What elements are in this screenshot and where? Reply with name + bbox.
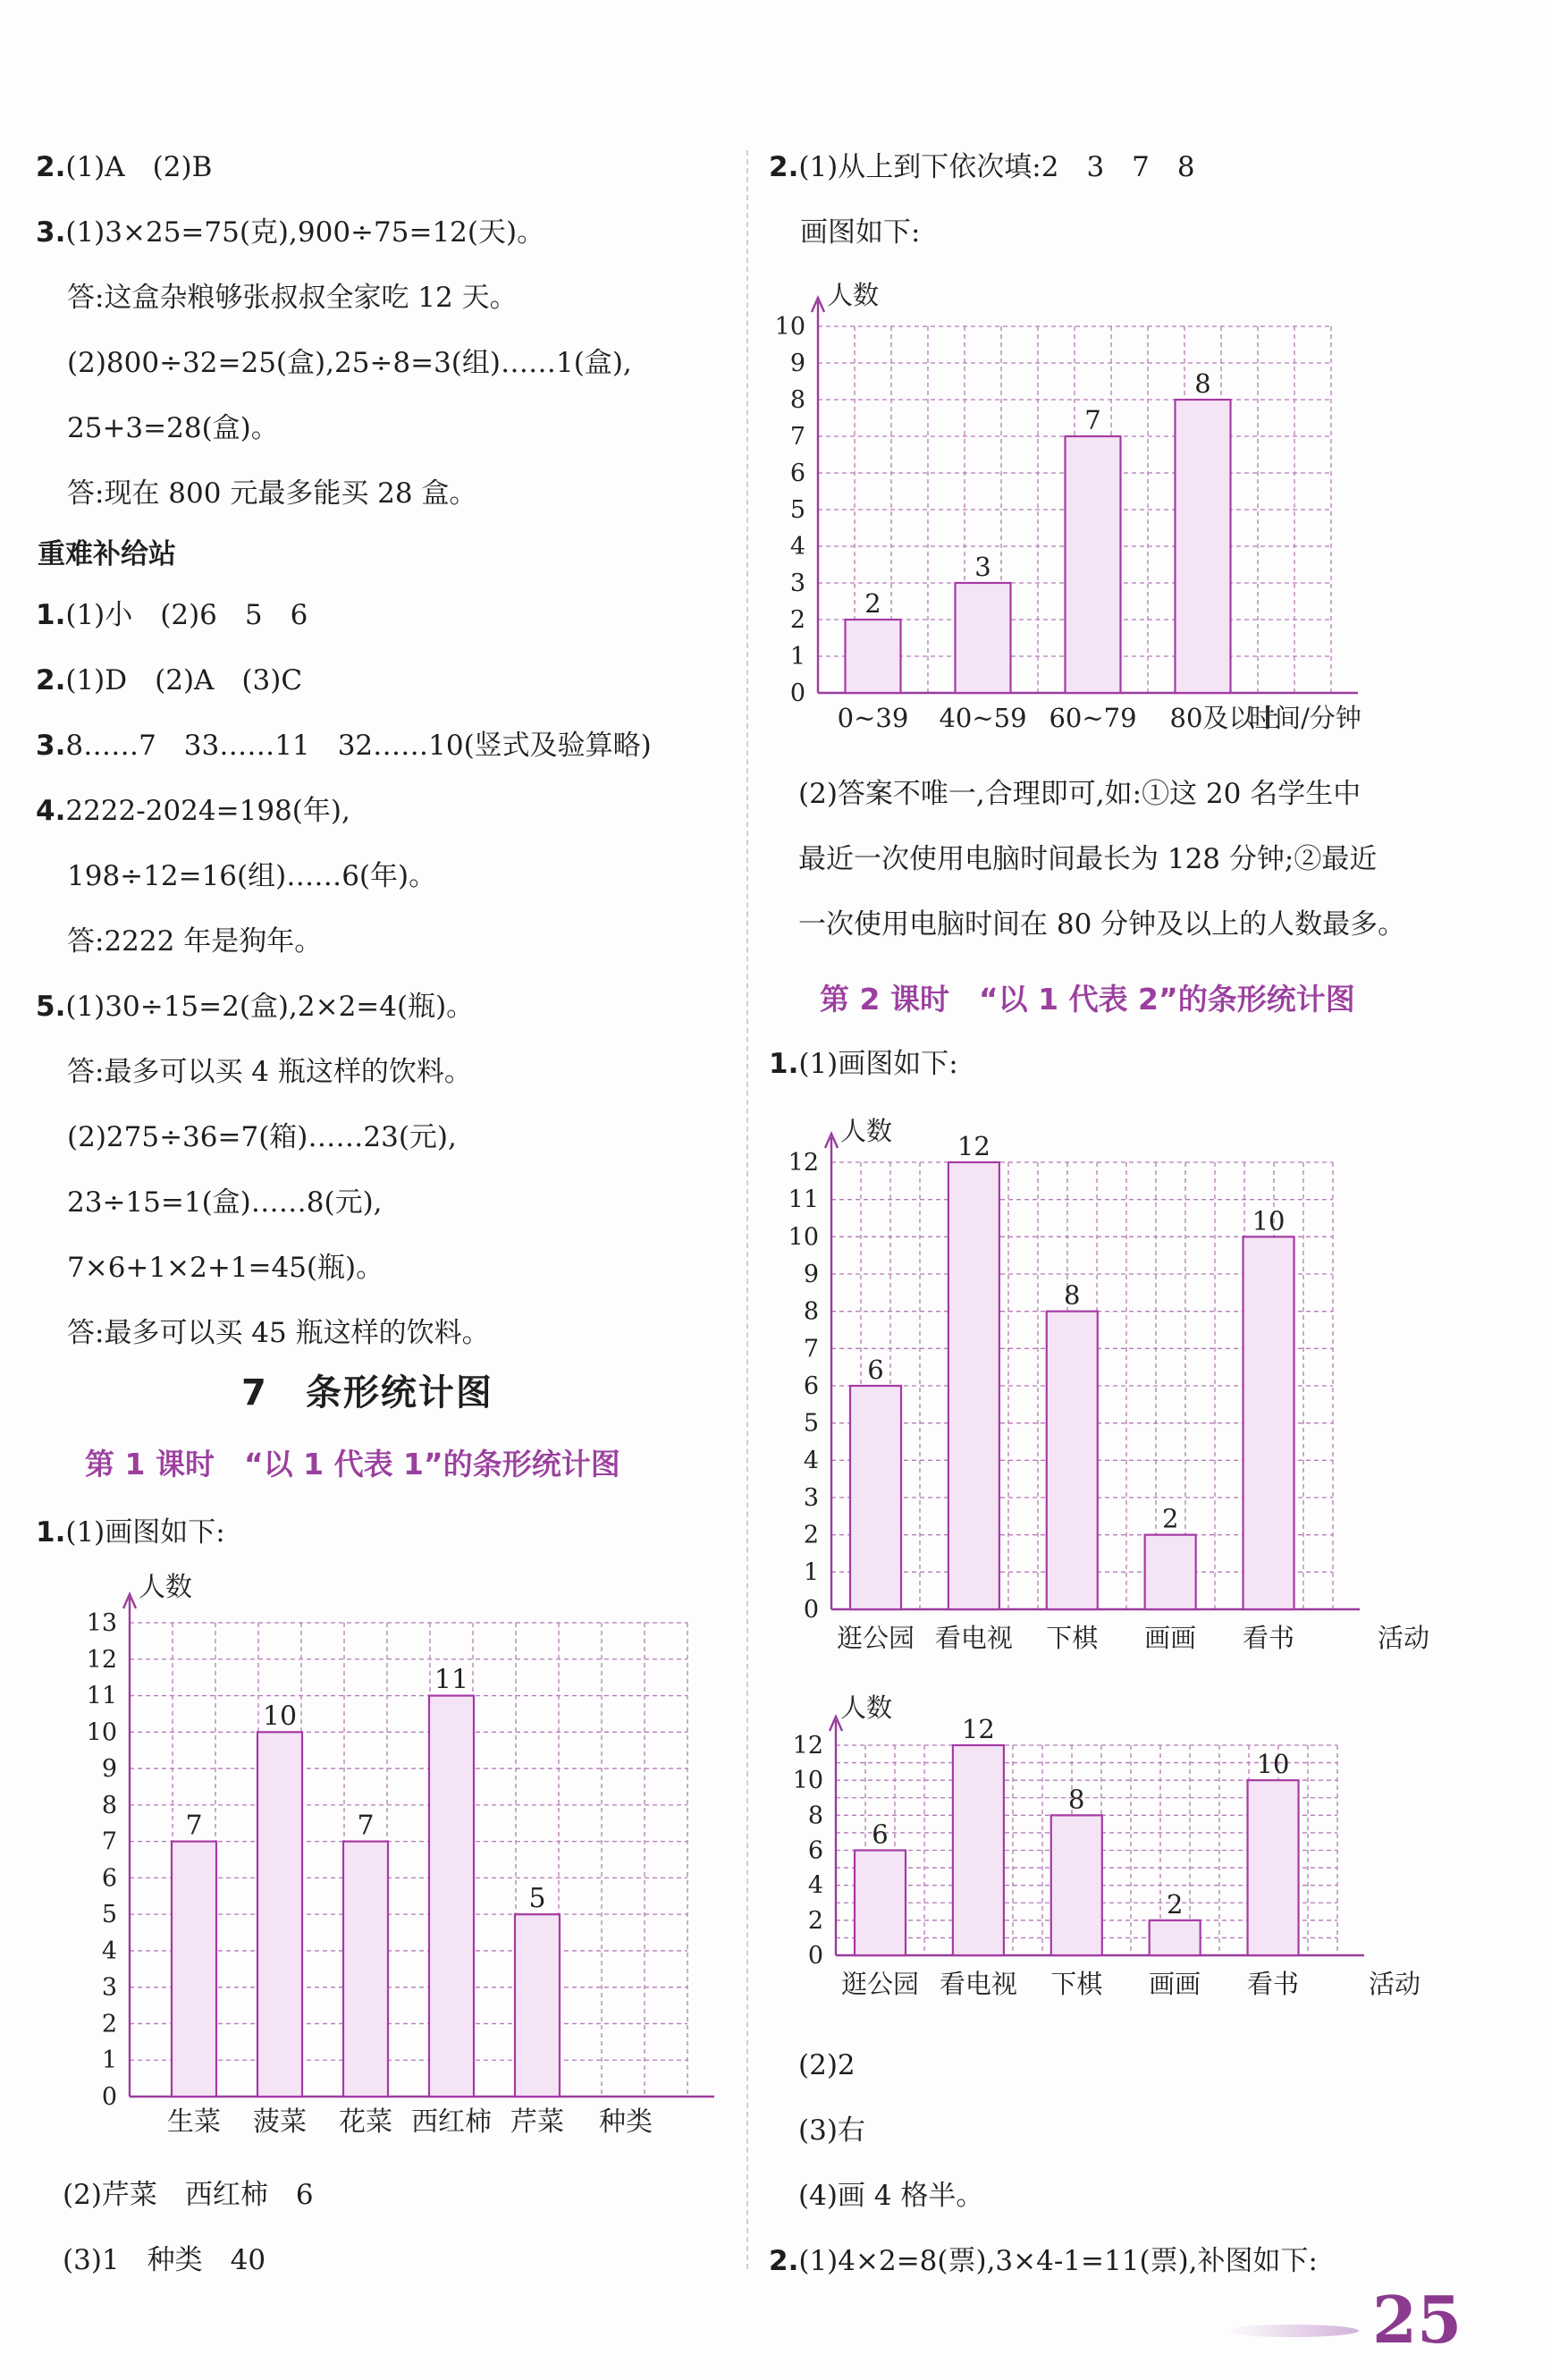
y-tick-label: 8 bbox=[803, 1297, 819, 1326]
y-tick-label: 12 bbox=[86, 1645, 117, 1674]
bar-value-label: 6 bbox=[872, 1819, 889, 1850]
left-line2-6: 答:2222 年是狗年。 bbox=[67, 925, 323, 958]
left-line-1: 2.(1)A (2)B bbox=[36, 151, 213, 183]
y-tick-label: 9 bbox=[789, 350, 805, 377]
y-tick-label: 0 bbox=[803, 1596, 819, 1624]
bar-value-label: 10 bbox=[262, 1701, 298, 1733]
y-tick-label: 11 bbox=[788, 1186, 819, 1214]
y-tick-label: 2 bbox=[789, 606, 805, 634]
y-tick-label: 6 bbox=[101, 1864, 117, 1893]
y-tick-label: 6 bbox=[789, 460, 805, 487]
chart-computer-time bbox=[769, 273, 1448, 747]
bar-value-label: 7 bbox=[1084, 405, 1101, 435]
y-tick-label: 1 bbox=[789, 643, 805, 671]
bar-value-label: 10 bbox=[1252, 1205, 1285, 1236]
x-axis-label: 活动 bbox=[1368, 1969, 1421, 1999]
bar-value-label: 7 bbox=[185, 1810, 203, 1842]
y-tick-label: 3 bbox=[101, 1973, 117, 2002]
chapter-title: 7 条形统计图 bbox=[241, 1372, 493, 1414]
left-line2-8: 答:最多可以买 4 瓶这样的饮料。 bbox=[67, 1056, 472, 1088]
chart-vegetables bbox=[54, 1569, 715, 2155]
decorative-swoosh bbox=[1225, 2325, 1359, 2337]
left-line2-7: 5.(1)30÷15=2(盒),2×2=4(瓶)。 bbox=[36, 991, 475, 1023]
left-line2-1: 1.(1)小 (2)6 5 6 bbox=[36, 599, 308, 631]
lesson-1-title: 第 1 课时 “以 1 代表 1”的条形统计图 bbox=[85, 1447, 620, 1481]
left-line2-2: 2.(1)D (2)A (3)C bbox=[36, 664, 303, 696]
y-axis-label: 人数 bbox=[840, 1692, 893, 1723]
y-tick-label: 6 bbox=[807, 1836, 823, 1865]
left-line-5: 25+3=28(盒)。 bbox=[67, 412, 279, 444]
left-line2-3: 3.8……7 33……11 32……10(竖式及验算略) bbox=[36, 730, 652, 762]
bar bbox=[343, 1842, 388, 2097]
bar-value-label: 3 bbox=[974, 552, 991, 582]
bar-value-label: 8 bbox=[1068, 1784, 1085, 1815]
bar-value-label: 2 bbox=[1166, 1888, 1184, 1920]
category-label: 菠菜 bbox=[253, 2106, 307, 2138]
y-tick-label: 0 bbox=[807, 1942, 823, 1970]
bar-value-label: 6 bbox=[867, 1355, 884, 1385]
bar-value-label: 12 bbox=[957, 1131, 990, 1161]
y-tick-label: 12 bbox=[792, 1732, 823, 1760]
category-label: 花菜 bbox=[339, 2106, 392, 2138]
bar-value-label: 2 bbox=[864, 588, 881, 619]
y-tick-label: 4 bbox=[101, 1937, 117, 1965]
bar bbox=[855, 1851, 906, 1956]
category-label: 生菜 bbox=[167, 2106, 221, 2138]
bar-value-label: 8 bbox=[1064, 1279, 1081, 1311]
right-para-1: (2)答案不唯一,合理即可,如:①这 20 名学生中 bbox=[798, 778, 1361, 810]
y-tick-label: 8 bbox=[789, 386, 805, 414]
left-line2-10: 23÷15=1(盒)……8(元), bbox=[67, 1186, 383, 1219]
bar-value-label: 5 bbox=[528, 1883, 546, 1915]
bar bbox=[1248, 1780, 1299, 1955]
category-label: 逛公园 bbox=[840, 1969, 920, 1999]
y-axis-label: 人数 bbox=[827, 280, 880, 310]
right-q2-line2: 画图如下: bbox=[800, 216, 921, 249]
bar bbox=[1066, 436, 1121, 693]
bar bbox=[846, 620, 901, 693]
bar bbox=[1243, 1236, 1294, 1609]
y-tick-label: 2 bbox=[807, 1906, 823, 1935]
column-divider bbox=[746, 150, 748, 2269]
left-line-4: (2)800÷32=25(盒),25÷8=3(组)……1(盒), bbox=[67, 347, 632, 379]
right-q1: 1.(1)画图如下: bbox=[769, 1048, 958, 1080]
x-axis-label: 时间/分钟 bbox=[1249, 703, 1361, 733]
bar bbox=[515, 1914, 560, 2097]
y-tick-label: 5 bbox=[803, 1409, 819, 1438]
y-tick-label: 5 bbox=[101, 1901, 117, 1929]
x-axis-label: 活动 bbox=[1377, 1623, 1430, 1653]
right-q2-line1: 2.(1)从上到下依次填:2 3 7 8 bbox=[769, 151, 1195, 183]
category-label: 看书 bbox=[1247, 1969, 1300, 1999]
bar bbox=[1150, 1920, 1201, 1955]
y-tick-label: 0 bbox=[789, 679, 805, 707]
y-tick-label: 10 bbox=[788, 1223, 819, 1252]
category-label: 80及以上 bbox=[1169, 703, 1281, 733]
bar bbox=[948, 1162, 999, 1609]
y-tick-label: 11 bbox=[86, 1682, 117, 1710]
y-tick-label: 3 bbox=[789, 570, 805, 597]
bar bbox=[956, 583, 1011, 693]
y-tick-label: 2 bbox=[803, 1521, 819, 1549]
bar bbox=[257, 1732, 302, 2097]
bar-value-label: 12 bbox=[961, 1714, 995, 1744]
bar bbox=[1047, 1312, 1098, 1609]
y-tick-label: 10 bbox=[86, 1718, 117, 1747]
bar-value-label: 10 bbox=[1256, 1749, 1290, 1780]
page-number: 25 bbox=[1372, 2282, 1462, 2358]
lesson-2-title: 第 2 课时 “以 1 代表 2”的条形统计图 bbox=[820, 982, 1355, 1017]
right-para-2: 最近一次使用电脑时间最长为 128 分钟;②最近 bbox=[798, 843, 1378, 875]
category-label: 看书 bbox=[1243, 1623, 1295, 1653]
y-tick-label: 9 bbox=[101, 1755, 117, 1784]
y-tick-label: 9 bbox=[803, 1261, 819, 1288]
y-tick-label: 8 bbox=[101, 1791, 117, 1819]
category-label: 看电视 bbox=[934, 1623, 1013, 1653]
left-line2-12: 答:最多可以买 45 瓶这样的饮料。 bbox=[67, 1317, 490, 1349]
category-label: 60~79 bbox=[1049, 703, 1137, 733]
y-axis-label: 人数 bbox=[840, 1116, 893, 1146]
bar bbox=[429, 1696, 474, 2097]
chart-activities-1to2 bbox=[778, 1692, 1457, 2013]
bar bbox=[1051, 1815, 1102, 1955]
y-tick-label: 2 bbox=[101, 2010, 117, 2038]
category-label: 看电视 bbox=[939, 1969, 1017, 1999]
right-answer-2: (2)2 bbox=[798, 2049, 856, 2081]
right-q2b: 2.(1)4×2=8(票),3×4-1=11(票),补图如下: bbox=[769, 2245, 1318, 2277]
y-tick-label: 6 bbox=[803, 1372, 819, 1400]
y-axis-label: 人数 bbox=[139, 1572, 192, 1603]
category-label: 西红柿 bbox=[411, 2106, 492, 2138]
left-line2-9: (2)275÷36=7(箱)……23(元), bbox=[67, 1121, 457, 1153]
y-tick-label: 10 bbox=[774, 313, 805, 341]
y-tick-label: 7 bbox=[803, 1335, 819, 1363]
left-line2-4: 4.2222-2024=198(年), bbox=[36, 795, 350, 827]
y-tick-label: 1 bbox=[101, 2047, 117, 2075]
category-label: 40~59 bbox=[939, 703, 1027, 733]
left-line-2: 3.(1)3×25=75(克),900÷75=12(天)。 bbox=[36, 216, 545, 249]
y-tick-label: 4 bbox=[789, 533, 805, 561]
bar-value-label: 2 bbox=[1161, 1503, 1179, 1534]
category-label: 逛公园 bbox=[836, 1623, 915, 1653]
y-tick-label: 5 bbox=[789, 496, 805, 524]
bar-value-label: 8 bbox=[1194, 368, 1211, 399]
y-tick-label: 1 bbox=[803, 1558, 819, 1587]
left-line2-5: 198÷12=16(组)……6(年)。 bbox=[67, 860, 437, 892]
category-label: 画画 bbox=[1149, 1969, 1201, 1999]
y-tick-label: 7 bbox=[789, 423, 805, 451]
left-line-6: 答:现在 800 元最多能买 28 盒。 bbox=[67, 477, 477, 510]
category-label: 0~39 bbox=[837, 703, 909, 733]
category-label: 芹菜 bbox=[510, 2106, 564, 2138]
y-tick-label: 12 bbox=[788, 1149, 819, 1177]
chart-activities-1to1 bbox=[778, 1109, 1457, 1667]
bar bbox=[172, 1842, 216, 2097]
left-line2-11: 7×6+1×2+1=45(瓶)。 bbox=[67, 1252, 384, 1284]
left-line-3: 答:这盒杂粮够张叔叔全家吃 12 天。 bbox=[67, 282, 518, 314]
y-tick-label: 4 bbox=[807, 1871, 823, 1900]
right-answer-4: (4)画 4 格半。 bbox=[798, 2180, 984, 2212]
left-answer-3: (3)1 种类 40 bbox=[63, 2244, 266, 2276]
bar bbox=[1176, 400, 1231, 693]
right-para-3: 一次使用电脑时间在 80 分钟及以上的人数最多。 bbox=[798, 908, 1406, 941]
category-label: 下棋 bbox=[1046, 1623, 1099, 1653]
y-tick-label: 10 bbox=[792, 1767, 823, 1795]
bar bbox=[850, 1386, 901, 1609]
y-tick-label: 3 bbox=[803, 1484, 819, 1512]
right-answer-3: (3)右 bbox=[798, 2114, 865, 2147]
category-label: 画画 bbox=[1144, 1623, 1197, 1653]
x-axis-label: 种类 bbox=[599, 2106, 653, 2138]
bar bbox=[1145, 1535, 1196, 1609]
y-tick-label: 4 bbox=[803, 1447, 819, 1475]
bar-value-label: 7 bbox=[357, 1810, 375, 1842]
y-tick-label: 13 bbox=[86, 1609, 117, 1637]
section-title: 重难补给站 bbox=[38, 538, 176, 570]
category-label: 下棋 bbox=[1050, 1969, 1103, 1999]
bar-value-label: 11 bbox=[434, 1664, 469, 1696]
left-q1: 1.(1)画图如下: bbox=[36, 1516, 225, 1549]
y-tick-label: 7 bbox=[101, 1827, 117, 1856]
y-tick-label: 8 bbox=[807, 1802, 823, 1830]
bar bbox=[953, 1745, 1004, 1955]
left-answer-2: (2)芹菜 西红柿 6 bbox=[63, 2179, 314, 2211]
y-tick-label: 0 bbox=[101, 2083, 117, 2111]
